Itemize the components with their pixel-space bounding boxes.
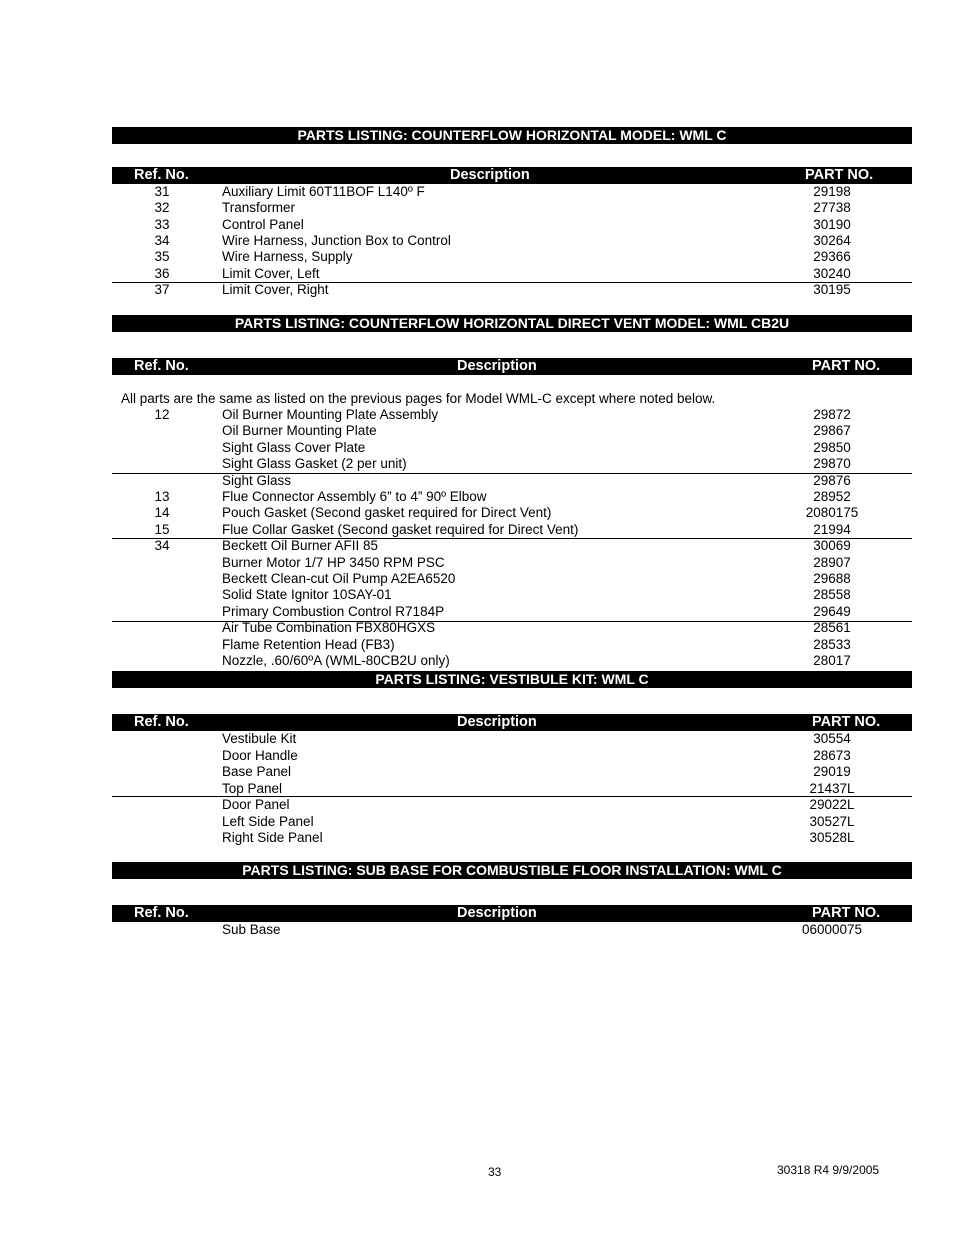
description-cell: Right Side Panel: [222, 830, 323, 845]
header-desc: Description: [457, 714, 537, 730]
table-row: [112, 522, 912, 538]
description-cell: Sub Base: [222, 922, 281, 937]
part-number-cell: 28533: [813, 636, 851, 652]
table-row: [112, 604, 912, 620]
part-number-cell: 29019: [813, 764, 851, 779]
section-note: All parts are the same as listed on the previous pages for Model WML-C except where noted below.: [121, 391, 716, 406]
part-number-cell: 30528L: [809, 830, 855, 845]
table-row: [112, 538, 912, 554]
part-number-cell: 29867: [813, 423, 851, 439]
header-desc: Description: [457, 358, 537, 374]
table-row: [112, 423, 912, 439]
description-cell: Left Side Panel: [222, 813, 314, 829]
header-desc: Description: [457, 905, 537, 921]
row-divider: [112, 473, 912, 474]
ref-cell: 14: [154, 505, 170, 521]
description-cell: Sight Glass: [222, 472, 292, 488]
page-number: 33: [488, 1165, 502, 1179]
ref-cell: 37: [154, 281, 170, 297]
table-header: [112, 358, 912, 375]
table-row: [112, 233, 912, 249]
table-row: [112, 748, 912, 764]
description-cell: Oil Burner Mounting Plate: [222, 423, 377, 439]
table-row: [112, 620, 912, 636]
description-cell: Vestibule Kit: [222, 731, 297, 746]
part-number-cell: 29366: [813, 249, 851, 265]
description-cell: Limit Cover, Left: [222, 265, 320, 281]
description-cell: Control Panel: [222, 216, 304, 232]
description-cell: Door Handle: [222, 747, 298, 763]
table-row: [112, 830, 912, 846]
table-row: [112, 217, 912, 233]
table-row: [112, 922, 912, 938]
header-ref: Ref. No.: [134, 358, 189, 374]
part-number-cell: 30190: [813, 216, 851, 232]
ref-cell: 35: [154, 249, 170, 265]
document-id: 30318 R4 9/9/2005: [777, 1163, 880, 1177]
table-row: [112, 249, 912, 265]
table-row: [112, 571, 912, 587]
table-row: [112, 489, 912, 505]
part-number-cell: 30554: [813, 731, 851, 746]
table-row: [112, 282, 912, 298]
table-row: [112, 653, 912, 669]
part-number-cell: 29688: [813, 571, 851, 586]
section-title: PARTS LISTING: SUB BASE FOR COMBUSTIBLE FLOOR INSTALLATION: WML C: [112, 862, 912, 879]
ref-cell: 13: [154, 489, 170, 504]
part-number-cell: 30195: [813, 281, 851, 297]
table-row: [112, 473, 912, 489]
description-cell: Limit Cover, Right: [222, 281, 329, 297]
description-cell: Primary Combustion Control R7184P: [222, 603, 445, 619]
header-part: PART NO.: [812, 905, 881, 921]
table-header: [112, 167, 912, 184]
description-cell: Air Tube Combination FBX80HGXS: [222, 620, 436, 636]
description-cell: Beckett Oil Burner AFII 85: [222, 538, 379, 554]
part-number-cell: 28952: [813, 489, 851, 504]
ref-cell: 12: [154, 407, 170, 422]
header-part: PART NO.: [805, 167, 874, 183]
table-row: [112, 797, 912, 813]
description-cell: Nozzle, .60/60ºA (WML-80CB2U only): [222, 653, 450, 668]
row-divider: [112, 621, 912, 622]
table-row: [112, 266, 912, 282]
table-row: [112, 814, 912, 830]
description-cell: Transformer: [222, 200, 296, 216]
description-cell: Beckett Clean-cut Oil Pump A2EA6520: [222, 571, 456, 586]
description-cell: Solid State Ignitor 10SAY-01: [222, 587, 392, 603]
table-row: [112, 456, 912, 472]
table-row: [112, 505, 912, 521]
table-row: [112, 587, 912, 603]
description-cell: Burner Motor 1/7 HP 3450 RPM PSC: [222, 554, 445, 570]
part-number-cell: 30527L: [809, 813, 855, 829]
table-row: [112, 731, 912, 747]
description-cell: Flame Retention Head (FB3): [222, 636, 395, 652]
table-row: [112, 555, 912, 571]
part-number-cell: 28017: [813, 653, 851, 668]
table-row: [112, 440, 912, 456]
ref-cell: 33: [154, 216, 170, 232]
description-cell: Flue Connector Assembly 6” to 4” 90º Elbow: [222, 489, 487, 504]
table-header: [112, 714, 912, 731]
description-cell: Sight Glass Cover Plate: [222, 439, 366, 455]
part-number-cell: 28907: [813, 554, 851, 570]
header-ref: Ref. No.: [134, 714, 189, 730]
table-row: [112, 407, 912, 423]
description-cell: Wire Harness, Supply: [222, 249, 353, 265]
ref-cell: 15: [154, 521, 170, 537]
header-part: PART NO.: [812, 358, 881, 374]
header-part: PART NO.: [812, 714, 881, 730]
section-title: PARTS LISTING: VESTIBULE KIT: WML C: [112, 671, 912, 688]
part-number-cell: 30240: [813, 265, 851, 281]
row-divider: [112, 796, 912, 797]
table-row: [112, 637, 912, 653]
ref-cell: 34: [154, 538, 170, 554]
header-ref: Ref. No.: [134, 905, 189, 921]
part-number-cell: 29022L: [809, 797, 855, 812]
description-cell: Flue Collar Gasket (Second gasket required for Direct Vent): [222, 521, 579, 537]
part-number-cell: 29649: [813, 603, 851, 619]
part-number-cell: 21437L: [809, 780, 855, 796]
description-cell: Auxiliary Limit 60T11BOF L140º F: [222, 184, 425, 199]
description-cell: Oil Burner Mounting Plate Assembly: [222, 407, 439, 422]
section-title: PARTS LISTING: COUNTERFLOW HORIZONTAL MODEL: WML C: [112, 127, 912, 144]
table-row: [112, 781, 912, 797]
part-number-cell: 2080175: [805, 505, 859, 521]
part-number-cell: 29872: [813, 407, 851, 422]
part-number-cell: 29198: [813, 184, 851, 199]
row-divider: [112, 538, 912, 539]
ref-cell: 36: [154, 265, 170, 281]
header-desc: Description: [450, 167, 530, 183]
part-number-cell: 28673: [813, 747, 851, 763]
table-row: [112, 200, 912, 216]
description-cell: Top Panel: [222, 780, 283, 796]
part-number-cell: 29876: [813, 472, 851, 488]
description-cell: Sight Glass Gasket (2 per unit): [222, 456, 407, 472]
ref-cell: 31: [154, 184, 170, 199]
ref-cell: 34: [154, 232, 170, 248]
part-number-cell: 29870: [813, 456, 851, 472]
table-row: [112, 184, 912, 200]
ref-cell: 32: [154, 200, 170, 216]
part-number-cell: 21994: [813, 521, 851, 537]
description-cell: Base Panel: [222, 764, 292, 779]
description-cell: Wire Harness, Junction Box to Control: [222, 232, 451, 248]
part-number-cell: 30264: [813, 232, 851, 248]
part-number-cell: 06000075: [801, 922, 863, 937]
description-cell: Pouch Gasket (Second gasket required for Direct Vent): [222, 505, 552, 521]
part-number-cell: 30069: [813, 538, 851, 554]
part-number-cell: 27738: [813, 200, 851, 216]
part-number-cell: 29850: [813, 439, 851, 455]
part-number-cell: 28561: [813, 620, 851, 636]
table-header: [112, 905, 912, 922]
part-number-cell: 28558: [813, 587, 851, 603]
row-divider: [112, 282, 912, 283]
header-ref: Ref. No.: [134, 167, 189, 183]
description-cell: Door Panel: [222, 797, 290, 812]
section-title: PARTS LISTING: COUNTERFLOW HORIZONTAL DIRECT VENT MODEL: WML CB2U: [112, 315, 912, 332]
table-row: [112, 764, 912, 780]
